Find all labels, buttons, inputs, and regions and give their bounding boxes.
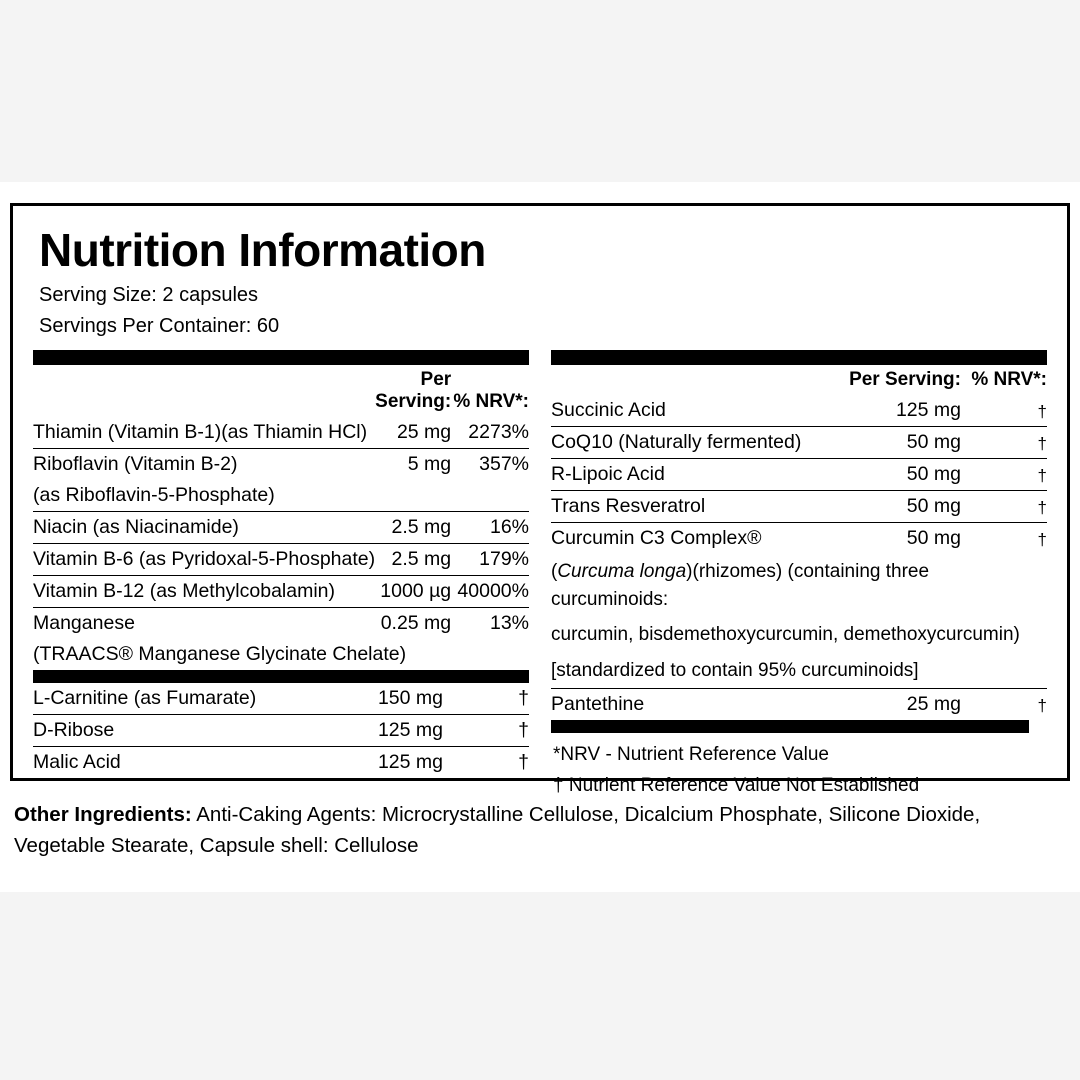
nutrient-name: Riboflavin (Vitamin B-2) — [33, 453, 238, 476]
table-header-row-right — [551, 365, 1047, 395]
nutrient-amount: 50 mg — [906, 527, 961, 550]
nutrient-amount: 125 mg — [350, 715, 443, 747]
other-ingredients-text: Anti-Caking Agents: Microcrystalline Cellulose, Dicalcium Phosphate, Silicone Dioxide, Vegetable Stearate, Capsule shell: Cellulose — [14, 803, 981, 857]
nutrient-amount: 2.5 mg — [375, 544, 451, 576]
nutrition-column-left — [33, 350, 529, 800]
nutrient-name: Pantethine — [551, 693, 645, 716]
footnote-dagger: † Nutrient Reference Value Not Established — [553, 774, 920, 796]
column-bottom-bar-right — [551, 720, 1029, 733]
nutrient-nrv: 13% — [489, 612, 529, 635]
column-divider-bar-left — [33, 670, 529, 683]
nutrition-information-panel — [10, 203, 1070, 796]
page-title: Nutrition Information — [39, 224, 486, 276]
table-row — [551, 427, 1047, 459]
table-row — [33, 608, 529, 640]
nutrient-table-left — [33, 365, 529, 670]
table-row — [33, 715, 529, 747]
nutrient-amount: 50 mg — [836, 491, 961, 523]
header-per-serving-right: Per Serving: — [849, 369, 961, 391]
nutrient-name: Niacin (as Niacinamide) — [33, 512, 375, 544]
table-row — [551, 689, 1047, 721]
nutrient-subtext: (TRAACS® Manganese Glycinate Chelate) — [33, 643, 407, 666]
nutrient-amount: 125 mg — [377, 751, 443, 774]
nutrient-nrv: † — [1037, 696, 1047, 716]
nutrition-column-right — [551, 350, 1047, 800]
table-row — [33, 449, 529, 481]
curcumin-detail-line-3: [standardized to contain 95% curcuminoids] — [551, 653, 1047, 689]
curcumin-detail-rest: )(rhizomes) (containing three curcuminoids: — [551, 561, 930, 610]
nutrient-amount: 2.5 mg — [375, 512, 451, 544]
nutrient-table-right — [551, 365, 1047, 720]
header-nrv-right: % NRV*: — [971, 369, 1047, 391]
header-spacer-right — [551, 365, 836, 395]
nutrient-amount: 50 mg — [836, 459, 961, 491]
footnote-nrv: *NRV - Nutrient Reference Value — [553, 744, 829, 766]
table-header-row-left — [33, 365, 529, 417]
nutrient-amount: 25 mg — [375, 417, 451, 449]
servings-per-container-text: Servings Per Container: 60 — [39, 315, 280, 338]
nutrient-nrv: 2273% — [451, 417, 529, 449]
nutrient-name: CoQ10 (Naturally fermented) — [551, 427, 836, 459]
nutrient-subtext: (as Riboflavin-5-Phosphate) — [33, 480, 529, 512]
nutrient-nrv: 40000% — [451, 576, 529, 608]
nutrient-nrv: † — [961, 427, 1047, 459]
table-row — [551, 459, 1047, 491]
nutrient-name: R-Lipoic Acid — [551, 459, 836, 491]
nutrient-amount: 25 mg — [906, 693, 961, 716]
table-row — [33, 512, 529, 544]
table-row-sub — [33, 480, 529, 512]
nutrient-nrv: † — [443, 715, 529, 747]
nutrient-amount: 150 mg — [350, 683, 443, 715]
nutrient-name: Vitamin B-6 (as Pyridoxal-5-Phosphate) — [33, 544, 375, 576]
nutrient-nrv: † — [961, 459, 1047, 491]
table-row — [551, 395, 1047, 427]
nutrient-name: Thiamin (Vitamin B-1)(as Thiamin HCl) — [33, 417, 375, 449]
table-row — [551, 491, 1047, 523]
table-row — [33, 417, 529, 449]
nutrient-amount: 0.25 mg — [380, 612, 452, 635]
table-row — [33, 747, 529, 779]
nutrient-name: L-Carnitine (as Fumarate) — [33, 683, 350, 715]
table-row-sub — [551, 554, 1047, 617]
header-nrv-left: % NRV*: — [453, 391, 529, 413]
nutrient-amount: 125 mg — [836, 395, 961, 427]
table-row-sub — [551, 653, 1047, 689]
table-row-sub — [551, 617, 1047, 653]
header-per-serving-left: Per Serving: — [375, 369, 452, 413]
curcumin-detail-line-2: curcumin, bisdemethoxycurcumin, demethoxycurcumin) — [551, 624, 1020, 646]
table-row-sub — [33, 639, 529, 670]
curcumin-detail-line-1 — [551, 554, 1047, 617]
nutrient-nrv: † — [961, 491, 1047, 523]
column-top-bar-right — [551, 350, 1047, 365]
nutrient-name: Vitamin B-12 (as Methylcobalamin) — [33, 576, 375, 608]
nutrient-name: Succinic Acid — [551, 395, 836, 427]
serving-size-text: Serving Size: 2 capsules — [39, 284, 259, 307]
nutrient-table-left-second — [33, 683, 529, 778]
nutrient-name: Manganese — [33, 612, 135, 635]
column-top-bar-left — [33, 350, 529, 365]
nutrient-nrv: † — [961, 395, 1047, 427]
nutrient-name: Trans Resveratrol — [551, 491, 836, 523]
table-row — [33, 576, 529, 608]
nutrient-name: D-Ribose — [33, 715, 350, 747]
nutrient-name: Curcumin C3 Complex® — [551, 527, 762, 550]
nutrition-columns — [33, 350, 1047, 800]
nutrient-nrv: † — [443, 683, 529, 715]
curcumin-latin-name: Curcuma longa — [557, 561, 687, 583]
nutrient-amount: 50 mg — [836, 427, 961, 459]
nutrient-nrv: † — [1037, 530, 1047, 550]
curcumin-detail-open: ( — [551, 561, 558, 583]
table-row — [551, 523, 1047, 555]
nutrient-amount: 1000 µg — [375, 576, 451, 608]
other-ingredients-label: Other Ingredients: — [14, 803, 192, 826]
nutrient-nrv: 16% — [451, 512, 529, 544]
nutrient-amount: 5 mg — [407, 453, 452, 476]
nutrient-nrv: 357% — [479, 453, 529, 476]
nutrient-nrv: 179% — [451, 544, 529, 576]
table-row — [33, 544, 529, 576]
header-spacer-left — [33, 365, 375, 417]
nutrient-name: Malic Acid — [33, 751, 121, 774]
table-row — [33, 683, 529, 715]
nutrient-nrv: † — [518, 751, 529, 774]
other-ingredients — [14, 800, 1060, 862]
